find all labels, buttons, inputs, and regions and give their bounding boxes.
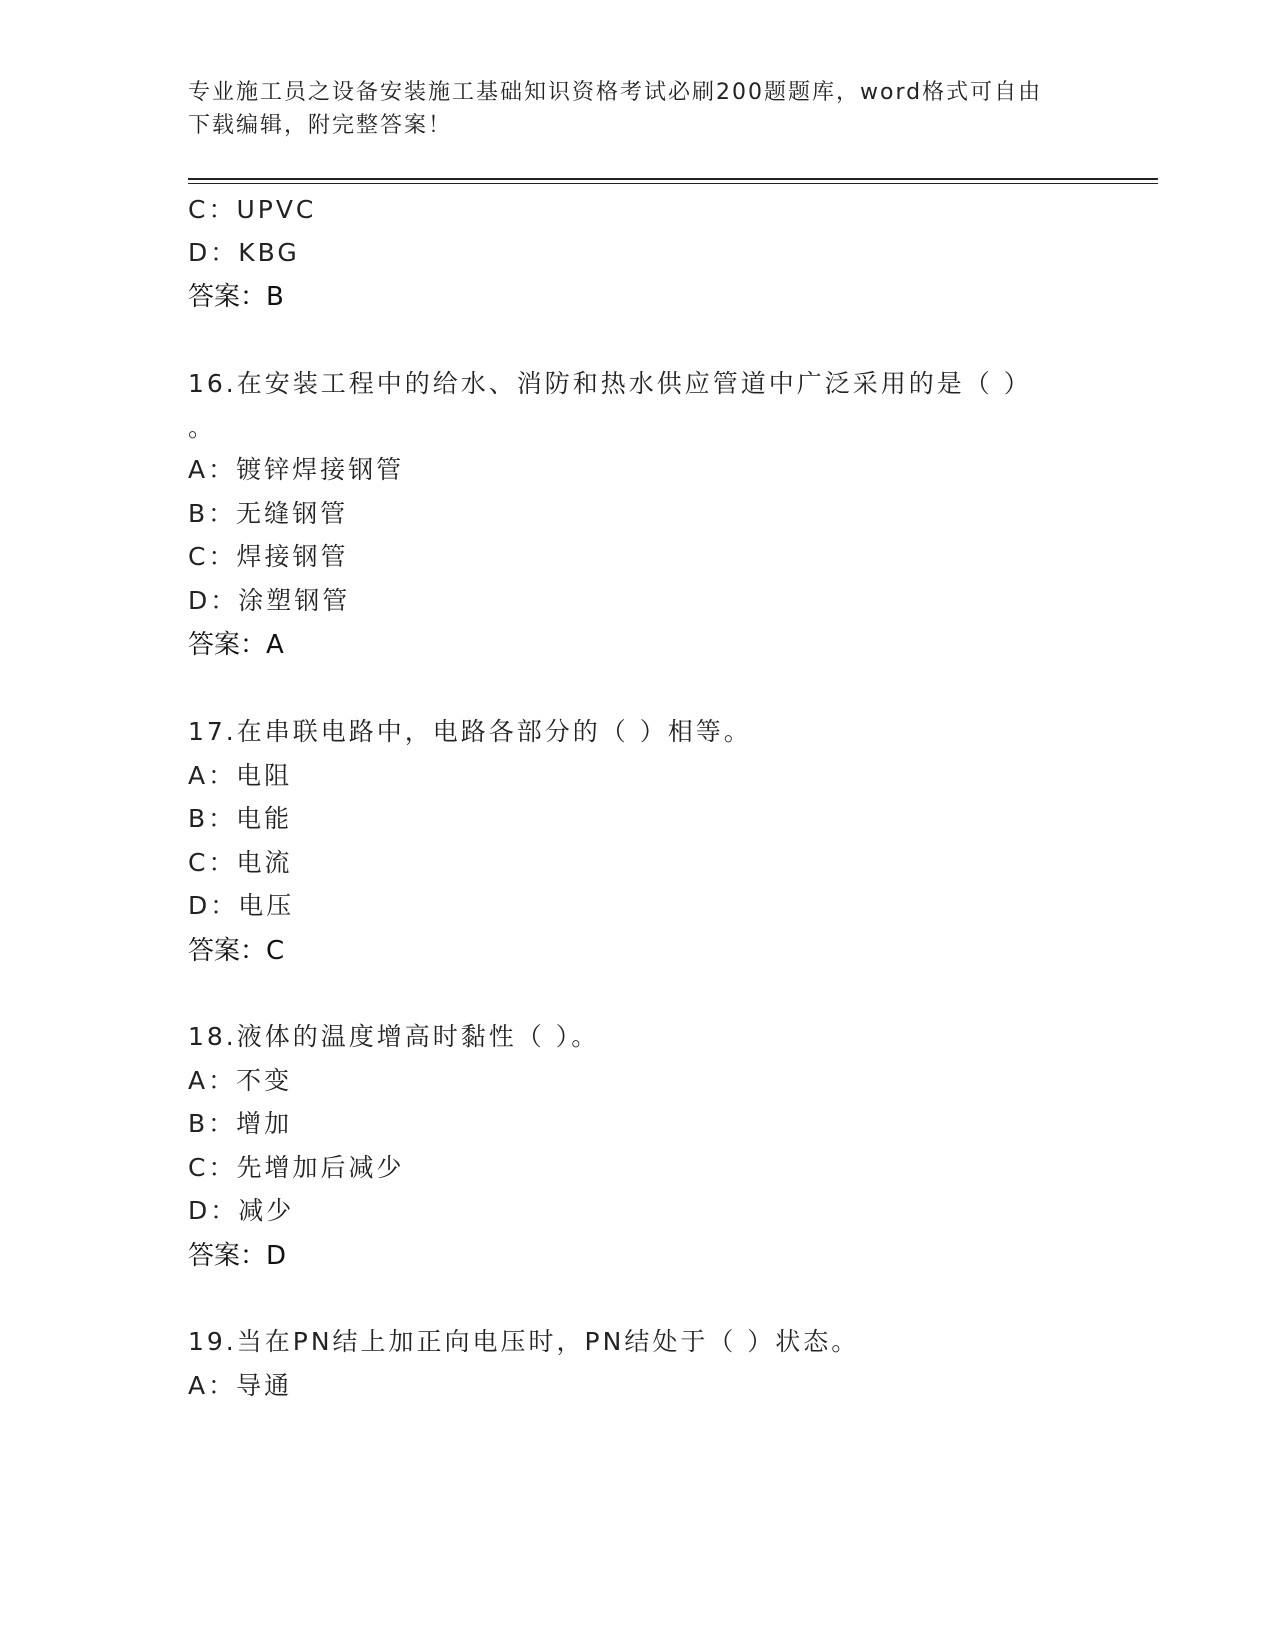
option-d: D：减少 xyxy=(188,1196,295,1225)
question-stem: 17.在串联电路中，电路各部分的（ ）相等。 xyxy=(188,717,752,746)
question-stem: 18.液体的温度增高时黏性（ ）。 xyxy=(188,1022,600,1051)
option-d: D：KBG xyxy=(188,238,300,267)
option-c: C：先增加后减少 xyxy=(188,1153,405,1182)
option-b: B：无缝钢管 xyxy=(188,499,349,528)
option-a: A：镀锌焊接钢管 xyxy=(188,455,405,484)
header-rule-thick xyxy=(188,178,1158,180)
question-stem: 19.当在PN结上加正向电压时，PN结处于（ ）状态。 xyxy=(188,1327,860,1356)
header-line-1: 专业施工员之设备安装施工基础知识资格考试必刷200题题库，word格式可自由 xyxy=(188,80,1043,105)
question-stem-continued: 。 xyxy=(188,413,217,442)
header-line-2: 下载编辑，附完整答案！ xyxy=(188,113,453,138)
header-rule-thin xyxy=(188,183,1158,184)
option-d: D：涂塑钢管 xyxy=(188,586,351,615)
option-c: C：电流 xyxy=(188,848,293,877)
answer-line: 答案：B xyxy=(188,282,284,312)
option-a: A：电阻 xyxy=(188,761,293,790)
option-b: B：增加 xyxy=(188,1109,293,1138)
answer-line: 答案：A xyxy=(188,630,284,660)
option-a: A：导通 xyxy=(188,1371,293,1400)
option-a: A：不变 xyxy=(188,1066,293,1095)
option-c: C：焊接钢管 xyxy=(188,542,349,571)
answer-line: 答案：D xyxy=(188,1241,287,1271)
question-stem: 16.在安装工程中的给水、消防和热水供应管道中广泛采用的是（ ） xyxy=(188,369,1032,398)
option-d: D：电压 xyxy=(188,891,295,920)
answer-line: 答案：C xyxy=(188,936,285,966)
page-header xyxy=(188,76,1088,142)
option-c: C：UPVC xyxy=(188,195,317,224)
option-b: B：电能 xyxy=(188,804,293,833)
